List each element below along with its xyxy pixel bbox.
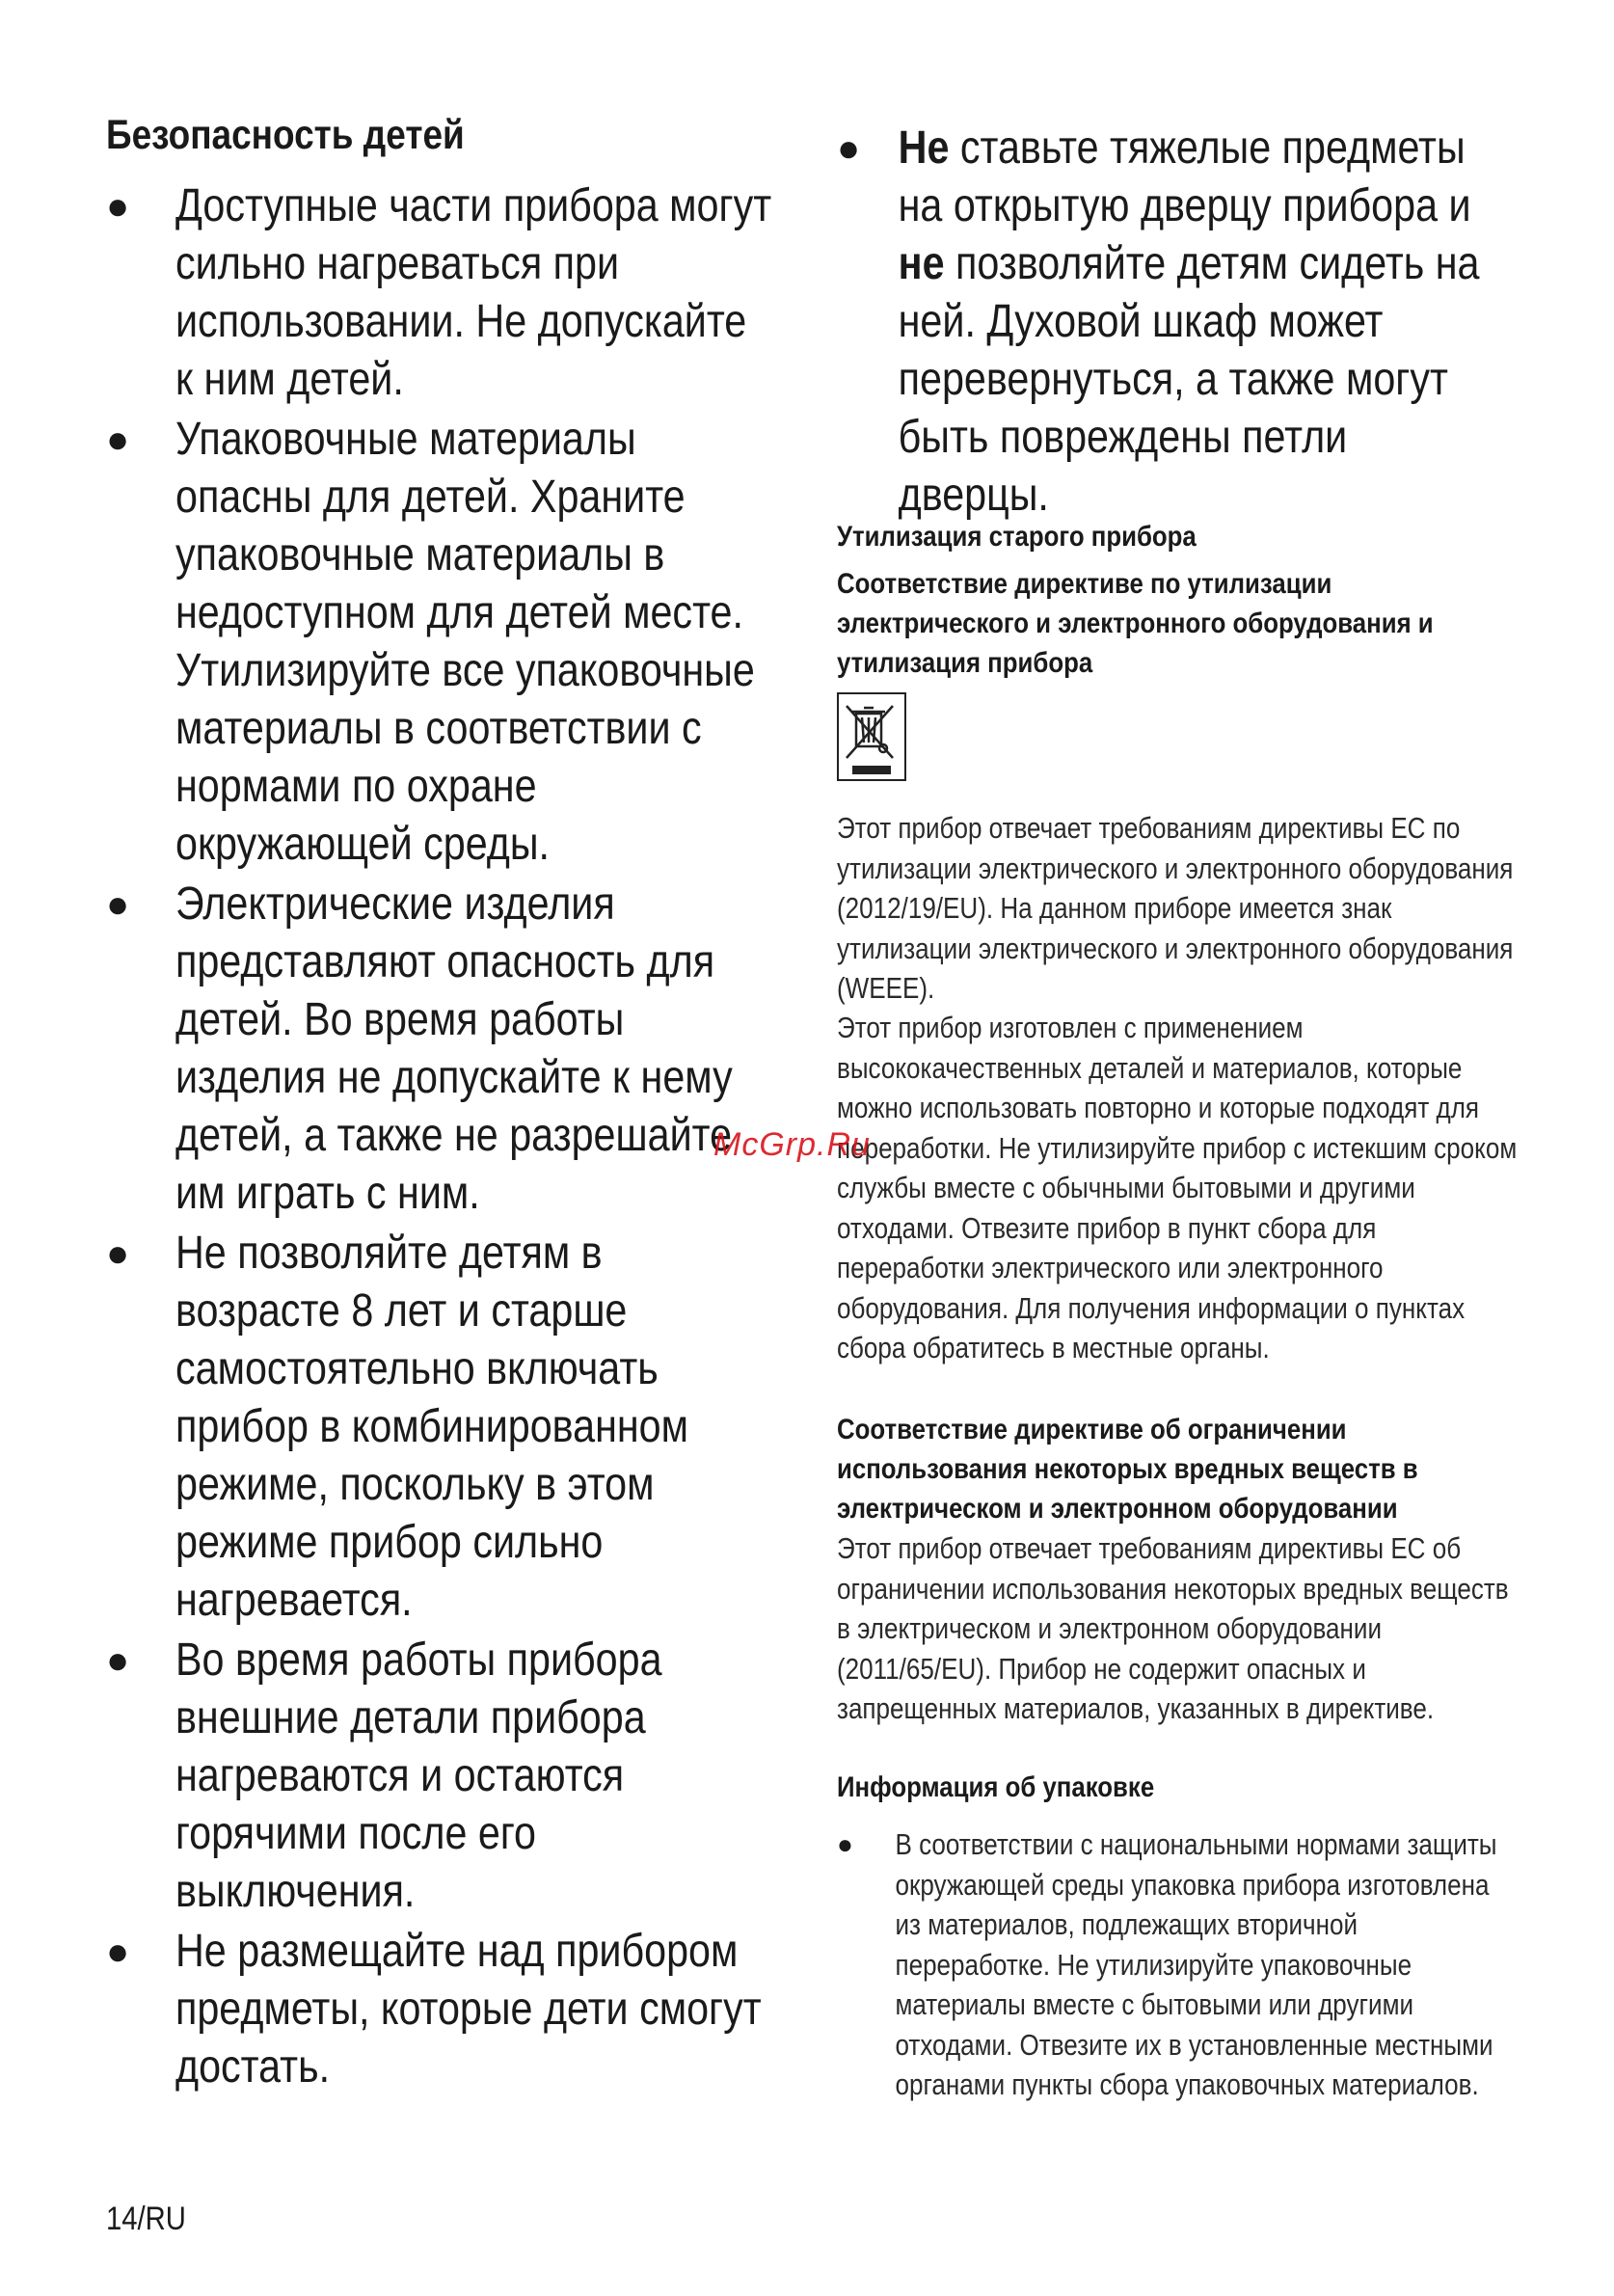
list-item: ● Доступные части прибора могут сильно нагреваться при использовании. Не допускайте к ним детей. bbox=[106, 177, 820, 409]
list-item: ● Не размещайте над прибором предметы, которые дети смогут достать. bbox=[106, 1923, 820, 2096]
list-item: ● Упаковочные материалы опасны для детей. Храните упаковочные материалы в недоступном для детей месте. Утилизируйте все упаковочные материалы в соответствии с нормами по охране окружающей среды. bbox=[106, 411, 820, 874]
bullet-icon: ● bbox=[106, 1232, 130, 1275]
list-item: ● Электрические изделия представляют опасность для детей. Во время работы изделия не допускайте к нему детей, а также не разрешайте им играть с ним. bbox=[106, 876, 820, 1223]
list-item: ● Во время работы прибора внешние детали прибора нагреваются и остаются горячими после его выключения. bbox=[106, 1632, 820, 1921]
door-warning-text: Не ставьте тяжелые предметы на открытую дверцу прибора и не позволяйте детям сидеть на ней. Духовой шкаф может перевернуться, а также могут быть повреждены петли дверцы. bbox=[898, 122, 1480, 521]
rohs-heading: Соответствие директиве об ограничении использования некоторых вредных веществ в электрическом и электронном оборудовании bbox=[837, 1414, 1418, 1525]
list-item: ● Не позволяйте детям в возрасте 8 лет и старше самостоятельно включать прибор в комбинированном режиме, поскольку в этом режиме прибор сильно нагревается. bbox=[106, 1225, 820, 1630]
section-heading-child-safety: Безопасность детей bbox=[106, 112, 465, 158]
bullet-icon: ● bbox=[106, 1931, 130, 1973]
recycling-text: Этот прибор изготовлен с применением высококачественных деталей и материалов, которые можно использовать повторно и которые подходят для переработки. Не утилизируйте прибор с истекшим сроком службы вместе с обычными бытовыми и другими отходами. Отвезите прибор в пункт сбора для переработки электрического или электронного оборудования. Для получения информации о пунктах сбора обратитесь в местные органы. bbox=[837, 1011, 1518, 1364]
packaging-heading: Информация об упаковке bbox=[837, 1771, 1155, 1803]
bullet-icon: ● bbox=[106, 419, 130, 461]
bullet-icon: ● bbox=[106, 883, 130, 926]
watermark: McGrp.Ru bbox=[713, 1126, 871, 1163]
page-number: 14/RU bbox=[106, 2201, 186, 2237]
door-warning-item bbox=[837, 120, 1550, 525]
packaging-list bbox=[837, 1824, 1531, 2105]
weee-heading: Соответствие директиве по утилизации электрического и электронного оборудования и утилизация прибора bbox=[837, 568, 1434, 679]
crossed-out-wheelie-bin-icon bbox=[837, 692, 906, 781]
bullet-icon: ● bbox=[837, 1829, 853, 1859]
disposal-heading: Утилизация старого прибора bbox=[837, 521, 1197, 553]
bullet-icon: ● bbox=[837, 127, 861, 170]
child-safety-list bbox=[106, 177, 820, 2098]
weee-compliance-text: Этот прибор отвечает требованиям директивы ЕС по утилизации электрического и электронного оборудования (2012/19/EU). На данном приборе имеется знак утилизации электрического и электронного оборудования (WEEE). bbox=[837, 811, 1514, 1005]
packaging-item-text: В соответствии с национальными нормами защиты окружающей среды упаковка прибора изготовлена из материалов, подлежащих вторичной переработке. Не утилизируйте упаковочные материалы вместе с бытовыми или другими отходами. Отвезите их в установленные местными органами пункты сбора упаковочных материалов. bbox=[895, 1827, 1497, 2101]
rohs-text: Этот прибор отвечает требованиям директивы ЕС об ограничении использования некоторых вредных веществ в электрическом и электронном оборудовании (2011/65/EU). Прибор не содержит опасных и запрещенных материалов, указанных в директиве. bbox=[837, 1531, 1509, 1725]
bullet-icon: ● bbox=[106, 1639, 130, 1682]
bullet-icon: ● bbox=[106, 185, 130, 228]
